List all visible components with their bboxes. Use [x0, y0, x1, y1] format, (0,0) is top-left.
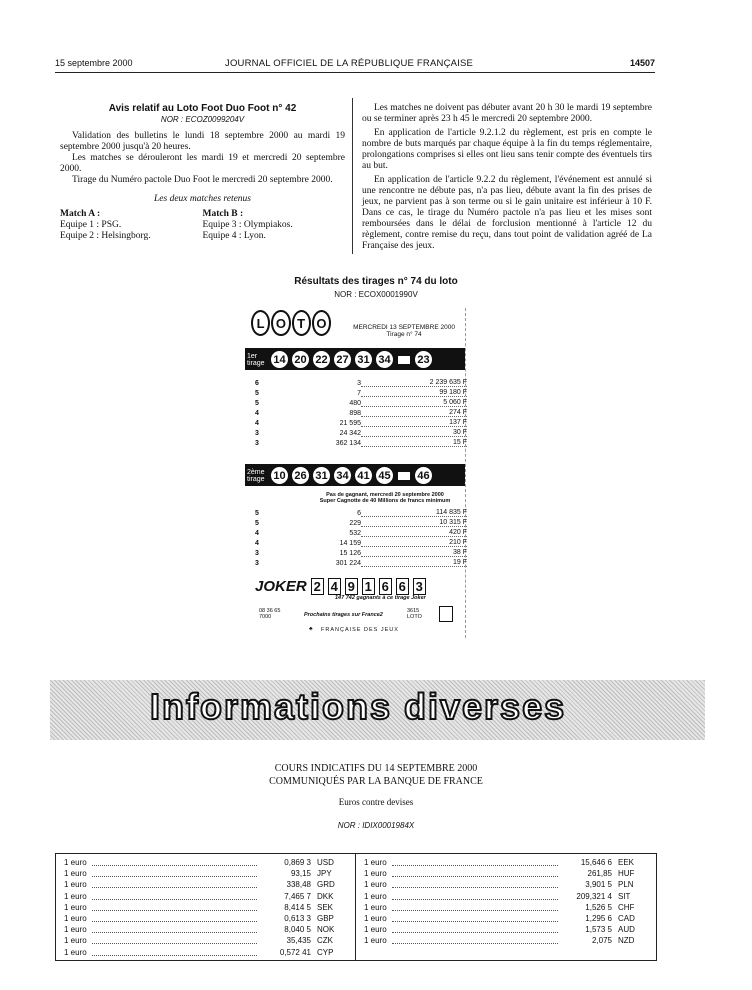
rate-value: 3,901 5: [585, 880, 612, 890]
rate-value: 0,869 3: [284, 858, 311, 868]
prize-row: [255, 438, 467, 448]
loto-nor: NOR : ECOX0001990V: [334, 290, 418, 299]
rate-value: 93,15: [290, 869, 311, 879]
rate-row: [364, 902, 648, 913]
logo-letter: O: [271, 310, 290, 336]
currency-code: JPY: [317, 869, 332, 879]
matches-retenus: Les deux matches retenus: [154, 194, 251, 204]
ball-separator: [398, 472, 410, 480]
drawn-ball: 34: [375, 350, 394, 369]
draw-date-text: MERCREDI 13 SEPTEMBRE 2000: [353, 324, 455, 331]
prize-rank: 3: [255, 429, 259, 437]
avis-right-column: [362, 103, 652, 252]
prize-rank: 4: [255, 409, 259, 417]
rate-value: 1,573 5: [585, 925, 612, 935]
prize-amount: 114 835 F: [361, 509, 467, 517]
rate-row: [364, 891, 648, 902]
match-a-label: Match A :: [60, 209, 101, 219]
tirage1-prize-table: [255, 378, 467, 448]
leader-dots: [392, 893, 558, 900]
leader-dots: [92, 904, 257, 911]
leader-dots: [92, 893, 257, 900]
rate-value: 1,295 6: [585, 914, 612, 924]
team-2: Equipe 2 : Helsingborg.: [60, 231, 151, 241]
prize-rank: 3: [255, 439, 259, 447]
currency-code: NZD: [618, 936, 635, 946]
logo-letter: L: [251, 310, 270, 336]
section-banner-title: Informations diverses: [150, 686, 567, 727]
tirage2-notes: [305, 492, 465, 504]
rate-row: [364, 857, 648, 868]
drawn-ball: 20: [291, 350, 310, 369]
rate-unit: 1 euro: [364, 902, 387, 912]
match-b-label: Match B :: [202, 209, 244, 219]
tirage2-balls: [270, 466, 433, 485]
cours-subtitle: Euros contre devises: [338, 797, 414, 807]
rate-unit: 1 euro: [64, 891, 87, 901]
prize-rank: 4: [255, 419, 259, 427]
rate-row: [64, 868, 347, 879]
rate-row: [364, 868, 648, 879]
rate-value: 0,572 41: [279, 947, 311, 957]
joker-digit: 3: [413, 578, 426, 595]
leader-dots: [392, 926, 558, 933]
joker-digit: 6: [379, 578, 392, 595]
avis-paragraph: Les matches ne doivent pas débuter avant 20 h 30 le mardi 19 septembre ou se terminer après 23 h 45 le mercredi 20 septembre 2000.: [362, 103, 652, 124]
joker-section: [255, 578, 465, 595]
rate-row: [64, 935, 347, 946]
cours-title-line2: COMMUNIQUÉS PAR LA BANQUE DE FRANCE: [269, 776, 483, 787]
complementary-ball: 46: [414, 466, 433, 485]
joker-digit: 4: [328, 578, 341, 595]
leader-dots: [92, 949, 257, 956]
winner-count: 15 126: [339, 549, 361, 557]
rate-unit: 1 euro: [64, 947, 87, 957]
next-draws: Prochains tirages sur France2: [304, 612, 383, 618]
drawn-ball: 41: [354, 466, 373, 485]
prize-amount: 99 180 F: [361, 389, 467, 397]
joker-digit: 2: [311, 578, 324, 595]
rate-value: 338,48: [286, 880, 311, 890]
rate-row: [64, 902, 347, 913]
phone-number: 08 36 65 7000: [259, 608, 281, 620]
rate-row: [64, 879, 347, 890]
exchange-col-right: [356, 854, 656, 960]
loto-results-title: Résultats des tirages n° 74 du loto: [294, 276, 458, 287]
winner-count: 21 595: [339, 419, 361, 427]
exchange-rate-table: [55, 853, 657, 961]
drawn-ball: 45: [375, 466, 394, 485]
avis-paragraph: En application de l'article 9.2.1.2 du règlement, est pris en compte le nombre de buts marqués par chaque équipe à la fin du temps réglementaire, prolongations comprises si elles ont lieu sans tenir compte des éventuels tirs au but.: [362, 128, 652, 171]
rate-row: [64, 947, 347, 958]
currency-code: USD: [317, 858, 334, 868]
rate-unit: 1 euro: [64, 902, 87, 912]
exchange-col-left: [56, 854, 356, 960]
avis-paragraph: Les matches se dérouleront les mardi 19 et mercredi 20 septembre 2000.: [60, 153, 345, 174]
rate-value: 8,040 5: [284, 925, 311, 935]
cours-nor: [0, 821, 752, 830]
rate-row: [64, 913, 347, 924]
winner-count: 7: [357, 389, 361, 397]
currency-code: CYP: [317, 947, 334, 957]
prize-row: [255, 388, 467, 398]
prize-row: [255, 428, 467, 438]
rate-value: 35,435: [286, 936, 311, 946]
prize-row: [255, 518, 467, 528]
column-divider: [352, 98, 353, 254]
drawn-ball: 26: [291, 466, 310, 485]
currency-code: AUD: [618, 925, 635, 935]
joker-note: 147 742 gagnants à ce tirage Joker: [335, 595, 426, 601]
minitel-icon: [439, 606, 453, 622]
prize-row: [255, 408, 467, 418]
joker-digit: 1: [362, 578, 375, 595]
prize-row: [255, 418, 467, 428]
rate-unit: 1 euro: [364, 914, 387, 924]
prize-rank: 6: [255, 379, 259, 387]
prize-amount: 2 239 635 F: [361, 379, 467, 387]
leader-dots: [92, 881, 257, 888]
currency-code: SEK: [317, 902, 334, 912]
rate-value: 7,465 7: [284, 891, 311, 901]
currency-code: PLN: [618, 880, 634, 890]
rate-row: [64, 857, 347, 868]
prize-row: [255, 548, 467, 558]
prize-rank: 5: [255, 389, 259, 397]
prize-row: [255, 528, 467, 538]
rate-unit: 1 euro: [364, 869, 387, 879]
minitel-code: 3615 LOTO: [407, 608, 422, 620]
drawn-ball: 34: [333, 466, 352, 485]
leader-dots: [392, 859, 558, 866]
rate-row: [364, 913, 648, 924]
rate-value: 15,646 6: [580, 858, 612, 868]
rate-unit: 1 euro: [64, 858, 87, 868]
tirage1-label: 1er tirage: [247, 353, 265, 367]
winner-count: 362 134: [335, 439, 361, 447]
logo-letter: T: [292, 310, 311, 336]
winner-count: 6: [357, 509, 361, 517]
draw-date: [349, 324, 459, 338]
prize-amount: 274 F: [361, 409, 467, 417]
currency-code: CAD: [618, 914, 635, 924]
rate-row: [364, 879, 648, 890]
leader-dots: [392, 870, 558, 877]
tirage1-band: [245, 348, 465, 370]
team-4: Equipe 4 : Lyon.: [202, 231, 266, 241]
drawn-ball: 22: [312, 350, 331, 369]
rate-value: 0,613 3: [284, 914, 311, 924]
cours-nor-text: NOR : IDIX0001984X: [337, 821, 415, 830]
prize-rank: 5: [255, 519, 259, 527]
tirage1-balls: [270, 350, 433, 369]
prize-amount: 38 F: [361, 549, 467, 557]
prize-amount: 15 F: [361, 439, 467, 447]
prize-rank: 4: [255, 529, 259, 537]
winner-count: 898: [349, 409, 361, 417]
rate-unit: 1 euro: [64, 914, 87, 924]
currency-code: SIT: [618, 891, 631, 901]
rate-unit: 1 euro: [364, 880, 387, 890]
prize-amount: 30 F: [361, 429, 467, 437]
joker-digit: 9: [345, 578, 358, 595]
joker-logo: JOKER: [255, 578, 307, 595]
prize-amount: 420 F: [361, 529, 467, 537]
leader-dots: [392, 881, 558, 888]
drawn-ball: 14: [270, 350, 289, 369]
leader-dots: [392, 904, 558, 911]
avis-nor: NOR : ECOZ0099204V: [160, 115, 245, 124]
prize-amount: 10 315 F: [361, 519, 467, 527]
joker-digit: 6: [396, 578, 409, 595]
rate-unit: 1 euro: [64, 880, 87, 890]
currency-code: GBP: [317, 914, 334, 924]
prize-rank: 5: [255, 399, 259, 407]
leader-dots: [92, 859, 257, 866]
prize-rank: 3: [255, 559, 259, 567]
currency-code: GRD: [317, 880, 335, 890]
rate-value: 261,85: [587, 869, 612, 879]
prize-row: [255, 398, 467, 408]
currency-code: CZK: [317, 936, 333, 946]
winner-count: 14 159: [339, 539, 361, 547]
cours-title-line1: COURS INDICATIFS DU 14 SEPTEMBRE 2000: [274, 763, 478, 774]
currency-code: HUF: [618, 869, 635, 879]
prize-row: [255, 558, 467, 568]
currency-code: CHF: [618, 902, 635, 912]
drawn-ball: 27: [333, 350, 352, 369]
prize-amount: 5 060 F: [361, 399, 467, 407]
winner-count: 301 224: [335, 559, 361, 567]
team-3: Equipe 3 : Olympiakos.: [202, 220, 293, 230]
avis-paragraph: Tirage du Numéro pactole Duo Foot le mercredi 20 septembre 2000.: [72, 175, 333, 185]
drawn-ball: 10: [270, 466, 289, 485]
complementary-ball: 23: [414, 350, 433, 369]
rate-unit: 1 euro: [64, 936, 87, 946]
header-date: 15 septembre 2000: [55, 58, 133, 68]
rate-value: 1,526 5: [585, 902, 612, 912]
rate-value: 8,414 5: [284, 902, 311, 912]
match-headers: [60, 209, 345, 220]
rate-value: 2,075: [591, 936, 612, 946]
prize-row: [255, 508, 467, 518]
prize-amount: 19 F: [361, 559, 467, 567]
match-row: [60, 220, 345, 231]
leader-dots: [92, 937, 257, 944]
prize-rank: 4: [255, 539, 259, 547]
match-row: [60, 231, 345, 242]
currency-code: DKK: [317, 891, 334, 901]
loto-results-ticket: [245, 308, 466, 638]
rate-row: [64, 924, 347, 935]
leader-dots: [92, 915, 257, 922]
leader-dots: [392, 915, 558, 922]
rate-row: [64, 891, 347, 902]
prize-rank: 3: [255, 549, 259, 557]
super-cagnotte-note: Super Cagnotte de 40 Millions de francs minimum: [319, 498, 451, 504]
prize-rank: 5: [255, 509, 259, 517]
rate-unit: 1 euro: [64, 925, 87, 935]
rate-unit: 1 euro: [364, 858, 387, 868]
header-rule: [55, 72, 655, 73]
prize-row: [255, 538, 467, 548]
rate-unit: 1 euro: [364, 936, 387, 946]
no-winner-note: Pas de gagnant, mercredi 20 septembre 2000: [326, 492, 444, 498]
team-1: Equipe 1 : PSG.: [60, 220, 122, 230]
leader-dots: [92, 926, 257, 933]
currency-code: EEK: [618, 858, 635, 868]
fdj-label: FRANÇAISE DES JEUX: [321, 627, 399, 633]
header-journal-title: JOURNAL OFFICIEL DE LA RÉPUBLIQUE FRANÇAISE: [225, 58, 474, 69]
ball-separator: [398, 356, 410, 364]
loto-logo: [251, 310, 331, 340]
tirage2-band: [245, 464, 465, 486]
avis-paragraph: Validation des bulletins le lundi 18 septembre 2000 au mardi 19 septembre 2000 jusqu'à 20 heures.: [60, 131, 345, 152]
prize-row: [255, 378, 467, 388]
rate-row: [364, 935, 648, 946]
winner-count: 24 342: [339, 429, 361, 437]
currency-code: NOK: [317, 925, 335, 935]
leader-dots: [92, 870, 257, 877]
avis-title: Avis relatif au Loto Foot Duo Foot n° 42: [108, 103, 297, 114]
rate-unit: 1 euro: [364, 891, 387, 901]
rate-row: [364, 924, 648, 935]
leader-dots: [392, 937, 558, 944]
avis-left-column: [60, 103, 345, 242]
tirage2-label: 2ème tirage: [247, 469, 265, 483]
drawn-ball: 31: [312, 466, 331, 485]
logo-letter: O: [312, 310, 331, 336]
winner-count: 3: [357, 379, 361, 387]
prize-amount: 210 F: [361, 539, 467, 547]
rate-unit: 1 euro: [364, 925, 387, 935]
draw-number: Tirage n° 74: [386, 331, 422, 338]
header-page-number: 14507: [629, 58, 655, 68]
rate-unit: 1 euro: [64, 869, 87, 879]
winner-count: 480: [349, 399, 361, 407]
rate-value: 209,321 4: [576, 891, 612, 901]
winner-count: 532: [349, 529, 361, 537]
tirage2-prize-table: [255, 508, 467, 568]
prize-amount: 137 F: [361, 419, 467, 427]
drawn-ball: 31: [354, 350, 373, 369]
winner-count: 229: [349, 519, 361, 527]
avis-paragraph: En application de l'article 9.2.2 du règlement, l'événement est annulé si une rencontre ne débute pas, n'a pas lieu, débute avant la fin des prises de jeux, ne parvient pas à son terme ou si le gain unitaire est inférieur à 10 F. Dans ce cas, le tirage du Numéro pactole n'a pas lieu et les mises sont remboursées dans le délai de forclusion mentionné à l'article 12 du règlement, contre remise du reçu, dans tout point de validation agréé de La Française des jeux.: [362, 175, 652, 251]
clover-icon: ♣: [309, 626, 313, 632]
